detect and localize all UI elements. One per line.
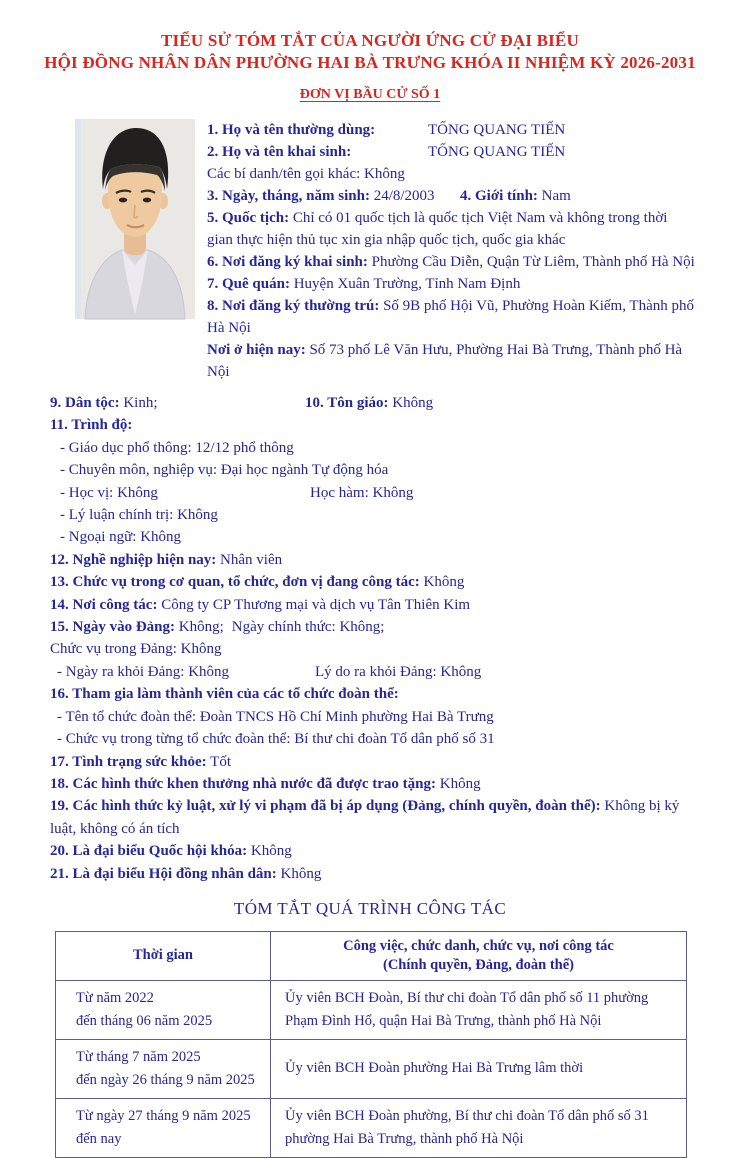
work-row-3-time-line2: đến nay <box>76 1130 122 1147</box>
field-workplace <box>50 594 695 616</box>
field-org-position-value: Bí thư chi đoàn Tổ dân phố số 31 <box>294 731 495 748</box>
field-gender-value: Nam <box>541 188 571 204</box>
field-birth-registration-label: 6. Nơi đăng ký khai sinh: <box>207 254 368 270</box>
field-edu-language <box>50 526 695 548</box>
field-edu-language-value: Không <box>140 529 182 546</box>
field-birthdate-value: 24/8/2003 <box>373 188 435 204</box>
table-row <box>56 1039 687 1098</box>
field-edu-professional-label: - Chuyên môn, nghiệp vụ: <box>60 462 218 479</box>
field-religion-value: Không <box>392 395 434 411</box>
work-history-section <box>0 931 740 1158</box>
field-permanent-residence <box>207 295 695 339</box>
field-alias-label: Các bí danh/tên gọi khác: <box>207 166 361 182</box>
field-alias <box>207 163 695 185</box>
field-edu-general-value: 12/12 phổ thông <box>195 439 294 456</box>
field-edu-degree-academic <box>50 482 695 504</box>
field-edu-politics-label: - Lý luận chính trị: <box>60 507 174 524</box>
field-common-name-value: TỐNG QUANG TIẾN <box>428 122 566 138</box>
field-discipline <box>50 795 695 840</box>
field-gender-label: 4. Giới tính: <box>460 188 538 204</box>
field-birth-name-label: 2. Họ và tên khai sinh: <box>207 144 352 160</box>
field-health-value: Tốt <box>210 753 231 770</box>
field-birth-name <box>207 141 695 163</box>
table-row <box>56 980 687 1039</box>
field-party-join <box>50 616 695 638</box>
field-awards-label: 18. Các hình thức khen thưởng nhà nước đã được trao tặng: <box>50 775 436 792</box>
field-edu-politics <box>50 504 695 526</box>
field-nationality-value: Chỉ có 01 quốc tịch là quốc tịch Việt Nam và không trong thời gian thực hiện thủ tục xin gia nhập quốc tịch, quốc gia khác <box>207 210 668 248</box>
work-row-1-time-line2: đến tháng 06 năm 2025 <box>76 1012 213 1029</box>
field-awards <box>50 773 695 795</box>
field-org-title: 16. Tham gia làm thành viên của các tổ chức đoàn thể: <box>50 686 399 703</box>
field-permanent-residence-label: 8. Nơi đăng ký thường trú: <box>207 298 380 314</box>
field-current-residence <box>207 339 695 383</box>
field-party-leave-value: Không <box>188 663 230 680</box>
field-health <box>50 751 695 773</box>
work-history-table <box>55 931 687 1158</box>
field-org-name-value: Đoàn TNCS Hồ Chí Minh phường Hai Bà Trưng <box>199 708 494 725</box>
field-na-deputy <box>50 840 695 862</box>
field-edu-academic-label: Học hàm: <box>310 484 369 501</box>
field-hometown-value: Huyện Xuân Trường, Tỉnh Nam Định <box>293 276 521 292</box>
field-common-name <box>207 119 695 141</box>
field-party-official-label: Ngày chính thức: <box>231 619 336 636</box>
field-party-join-value: Không; <box>178 619 224 636</box>
field-occupation <box>50 549 695 571</box>
field-position <box>50 571 695 593</box>
field-ethnicity-label: 9. Dân tộc: <box>50 395 120 411</box>
work-row-3-time-line1: Từ ngày 27 tháng 9 năm 2025 <box>76 1107 251 1124</box>
field-edu-professional-value: Đại học ngành Tự động hóa <box>220 462 389 479</box>
work-table-header-time: Thời gian <box>56 931 271 980</box>
details-section <box>0 392 740 885</box>
field-council-deputy-label: 21. Là đại biểu Hội đồng nhân dân: <box>50 865 277 882</box>
work-row-3-description: Ủy viên BCH Đoàn phường, Bí thư chi đoàn Tổ dân phố số 31 phường Hai Bà Trưng, thành phố Hà Nội <box>271 1098 687 1157</box>
field-edu-general-label: - Giáo dục phổ thông: <box>60 439 192 456</box>
work-row-2-time-line1: Từ tháng 7 năm 2025 <box>76 1048 201 1065</box>
field-org-position-label: - Chức vụ trong từng tổ chức đoàn thể: <box>57 731 291 748</box>
field-hometown <box>207 273 695 295</box>
field-edu-academic-value: Không <box>372 484 414 501</box>
field-party-leave-reason-label: Lý do ra khỏi Đảng: <box>315 663 437 680</box>
field-common-name-label: 1. Họ và tên thường dùng: <box>207 122 376 138</box>
field-org-position <box>50 728 695 750</box>
candidate-portrait-graphic <box>75 119 195 319</box>
field-party-leave <box>50 661 695 683</box>
field-party-join-label: 15. Ngày vào Đảng: <box>50 619 176 636</box>
field-org-name <box>50 706 695 728</box>
field-education-title: 11. Trình độ: <box>50 417 133 434</box>
work-table-header-row <box>56 931 687 980</box>
work-row-2-description: Ủy viên BCH Đoàn phường Hai Bà Trưng lâm thời <box>271 1039 687 1098</box>
work-row-2-time <box>56 1039 271 1098</box>
field-current-residence-value: Số 73 phố Lê Văn Hưu, Phường Hai Bà Trưng, Thành phố Hà Nội <box>207 342 683 380</box>
title-line-1: TIỂU SỬ TÓM TẮT CỦA NGƯỜI ỨNG CỬ ĐẠI BIỂU <box>161 31 579 50</box>
field-health-label: 17. Tình trạng sức khỏe: <box>50 753 207 770</box>
work-table-header-work-line1: Công việc, chức danh, chức vụ, nơi công tác <box>343 937 614 954</box>
field-party-position <box>50 638 695 660</box>
field-occupation-label: 12. Nghề nghiệp hiện nay: <box>50 551 217 568</box>
field-na-deputy-value: Không <box>250 843 292 860</box>
field-alias-value: Không <box>364 166 405 182</box>
personal-info-section <box>0 119 740 383</box>
field-edu-professional <box>50 459 695 481</box>
field-awards-value: Không <box>439 775 481 792</box>
field-edu-politics-value: Không <box>177 507 218 524</box>
work-row-1-description: Ủy viên BCH Đoàn, Bí thư chi đoàn Tổ dân phố số 11 phường Phạm Đình Hổ, quận Hai Bà Trưng, thành phố Hà Nội <box>271 980 687 1039</box>
field-council-deputy-value: Không <box>280 865 322 882</box>
field-ethnicity-religion <box>50 392 695 414</box>
field-occupation-value: Nhân viên <box>220 551 283 568</box>
work-table-header-work <box>271 931 687 980</box>
field-nationality-label: 5. Quốc tịch: <box>207 210 290 226</box>
field-birthdate-label: 3. Ngày, tháng, năm sinh: <box>207 188 370 204</box>
field-na-deputy-label: 20. Là đại biểu Quốc hội khóa: <box>50 843 248 860</box>
personal-fields <box>207 119 695 383</box>
field-edu-degree-label: - Học vị: <box>60 484 114 501</box>
field-party-official-value: Không; <box>339 619 385 636</box>
field-party-leave-reason-value: Không <box>440 663 482 680</box>
work-row-1-time <box>56 980 271 1039</box>
field-discipline-label: 19. Các hình thức kỷ luật, xử lý vi phạm đã bị áp dụng (Đảng, chính quyền, đoàn thể): <box>50 798 601 815</box>
candidate-photo <box>75 119 195 319</box>
field-edu-language-label: - Ngoại ngữ: <box>60 529 137 546</box>
field-birth-registration <box>207 251 695 273</box>
doc-header <box>0 0 740 103</box>
field-party-leave-label: - Ngày ra khỏi Đảng: <box>57 663 185 680</box>
field-permanent-residence-value: Số 9B phố Hội Vũ, Phường Hoàn Kiếm, Thành phố Hà Nội <box>207 298 694 336</box>
field-hometown-label: 7. Quê quán: <box>207 276 290 292</box>
field-party-position-value: Không <box>180 641 222 658</box>
field-workplace-value: Công ty CP Thương mại và dịch vụ Tân Thiên Kim <box>161 596 471 613</box>
field-current-residence-label: Nơi ở hiện nay: <box>207 342 306 358</box>
table-row <box>56 1098 687 1157</box>
field-position-value: Không <box>423 574 465 591</box>
field-org-name-label: - Tên tổ chức đoàn thể: <box>57 708 197 725</box>
field-edu-general <box>50 437 695 459</box>
election-unit-heading: ĐƠN VỊ BẦU CỬ SỐ 1 <box>299 87 441 102</box>
field-birthdate-gender <box>207 185 695 207</box>
title-line-2: HỘI ĐỒNG NHÂN DÂN PHƯỜNG HAI BÀ TRƯNG KHÓA II NHIỆM KỲ 2026-2031 <box>44 53 696 72</box>
field-workplace-label: 14. Nơi công tác: <box>50 596 158 613</box>
work-row-2-time-line2: đến ngày 26 tháng 9 năm 2025 <box>76 1071 255 1088</box>
field-discipline-value: Không bị kỷ luật, không có án tích <box>50 798 680 837</box>
field-birth-name-value: TỐNG QUANG TIẾN <box>428 144 566 160</box>
work-table-header-work-line2: (Chính quyền, Đảng, đoàn thể) <box>383 956 574 973</box>
field-ethnicity-value: Kinh; <box>123 395 158 411</box>
field-religion-label: 10. Tôn giáo: <box>305 395 389 411</box>
work-row-3-time <box>56 1098 271 1157</box>
field-birth-registration-value: Phường Cầu Diễn, Quận Từ Liêm, Thành phố Hà Nội <box>371 254 695 270</box>
work-row-1-time-line1: Từ năm 2022 <box>76 989 154 1006</box>
work-history-heading: TÓM TẮT QUÁ TRÌNH CÔNG TÁC <box>233 898 507 918</box>
field-council-deputy <box>50 863 695 885</box>
field-position-label: 13. Chức vụ trong cơ quan, tổ chức, đơn vị đang công tác: <box>50 574 420 591</box>
field-nationality <box>207 207 695 251</box>
field-edu-degree-value: Không <box>117 484 158 501</box>
field-party-position-label: Chức vụ trong Đảng: <box>50 641 177 658</box>
